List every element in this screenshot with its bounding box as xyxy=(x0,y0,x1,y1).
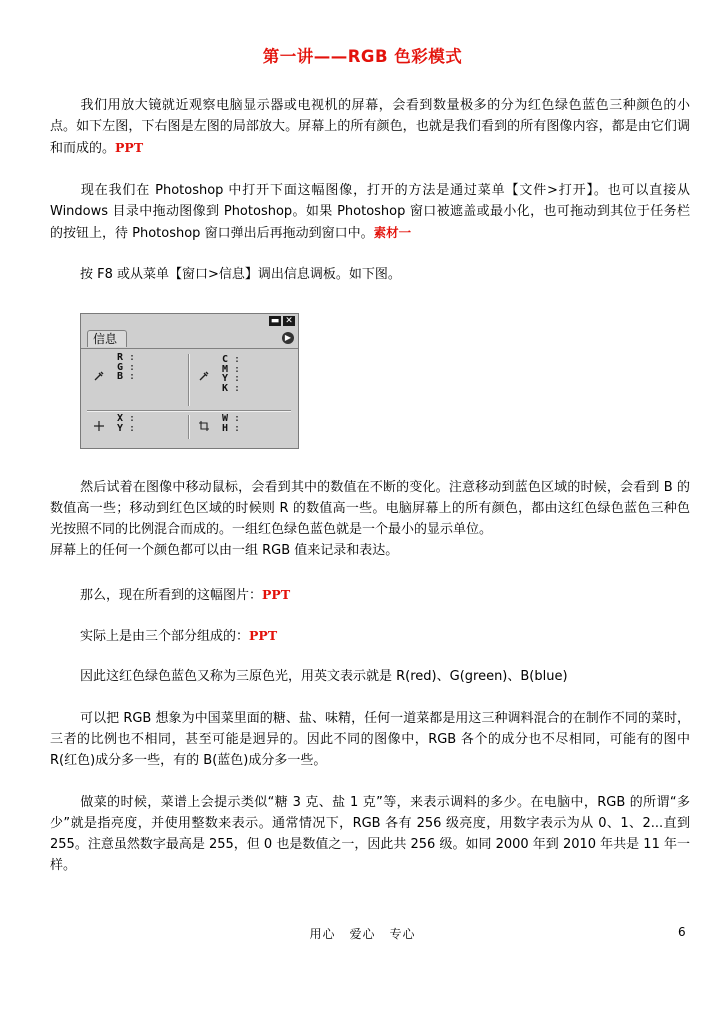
palette-titlebar xyxy=(81,314,298,328)
palette-body xyxy=(81,349,298,448)
paragraph-photoshop-text: 现在我们在 Photoshop 中打开下面这幅图像，打开的方法是通过菜单【文件>打开】。也可以直接从 Windows 目录中拖动图像到 Photoshop。如果 Photoshop 窗口被遮盖或最小化，也可拖动到其位于任务栏的按钮上，待 Photoshop 窗口弹出后再拖动到窗口中。 xyxy=(50,183,690,241)
material-link[interactable]: 素材一 xyxy=(373,225,412,240)
palette-divider-bottom xyxy=(188,415,190,439)
cmyk-labels xyxy=(222,355,240,393)
palette-divider-horizontal xyxy=(87,410,291,412)
paragraph-intro-text: 我们用放大镜就近观察电脑显示器或电视机的屏幕，会看到数量极多的分为红色绿色蓝色三种颜色的小点。如下左图，下右图是左图的局部放大。屏幕上的所有颜色，也就是我们看到的所有图像内容，都是由它们调和而成的。 xyxy=(50,98,690,156)
paragraph-f8-text: 按 F8 或从菜单【窗口>信息】调出信息调板。如下图。 xyxy=(80,267,401,282)
paragraph-mouse-move-text: 然后试着在图像中移动鼠标，会看到其中的数值在不断的变化。注意移动到蓝色区域的时候，会看到 B 的数值高一些；移动到红色区域的时候则 R 的数值高一些。电脑屏幕上的所有颜色，都由这红色绿色蓝色三种色光按照不同的比例混合而成的。一组红色绿色蓝色就是一个最小的显示单位。 xyxy=(50,480,690,537)
paragraph-photoshop xyxy=(50,180,690,244)
selection-size-icon xyxy=(198,420,210,434)
eyedropper-icon xyxy=(93,370,105,384)
paragraph-three-parts xyxy=(50,625,690,647)
ppt-link-2[interactable]: PPT xyxy=(262,587,291,602)
footer-text-1: 用心 xyxy=(309,927,336,941)
paragraph-cooking-analogy xyxy=(50,708,690,771)
label-k: K : xyxy=(222,384,240,394)
label-x: X : xyxy=(117,414,135,424)
label-m: M : xyxy=(222,365,240,375)
label-y: Y : xyxy=(222,374,240,384)
label-b: B : xyxy=(117,372,135,382)
paragraph-picture xyxy=(50,584,690,606)
label-y-coord: Y : xyxy=(117,424,135,434)
paragraph-primary-colors-text: 因此这红色绿色蓝色又称为三原色光，用英文表示就是 R(red)、G(green)、B(blue) xyxy=(80,669,568,684)
ppt-link[interactable]: PPT xyxy=(115,140,144,155)
paragraph-rgb-record: 屏幕上的任何一个颜色都可以由一组 RGB 值来记录和表达。 xyxy=(50,543,399,558)
paragraph-picture-text: 那么，现在所看到的这幅图片： xyxy=(80,588,263,603)
rgb-labels xyxy=(117,353,135,382)
label-h: H : xyxy=(222,424,240,434)
page-number: 6 xyxy=(678,925,686,939)
info-palette xyxy=(80,313,299,449)
crosshair-icon xyxy=(93,420,105,434)
eyedropper-cmyk-icon xyxy=(198,370,210,384)
label-w: W : xyxy=(222,414,240,424)
wh-labels xyxy=(222,414,240,433)
footer-text-3: 专心 xyxy=(389,927,416,941)
palette-divider-top xyxy=(188,354,190,406)
paragraph-brightness xyxy=(50,792,690,876)
page-title: 第一讲——RGB 色彩模式 xyxy=(262,47,463,66)
paragraph-primary-colors xyxy=(50,666,690,687)
xy-labels xyxy=(117,414,135,433)
minimize-icon[interactable]: ▬ xyxy=(270,316,280,326)
ppt-link-3[interactable]: PPT xyxy=(249,628,278,643)
paragraph-f8 xyxy=(50,264,690,285)
close-icon[interactable]: ✕ xyxy=(283,316,295,326)
paragraph-mouse-move xyxy=(50,477,690,561)
footer-text-2: 爱心 xyxy=(349,927,376,941)
paragraph-three-parts-text: 实际上是由三个部分组成的： xyxy=(80,629,250,644)
paragraph-intro xyxy=(50,95,690,159)
paragraph-brightness-text: 做菜的时候，菜谱上会提示类似“糖 3 克、盐 1 克”等，来表示调料的多少。在电脑中，RGB 的所谓“多少”就是指亮度，并使用整数来表示。通常情况下，RGB 各有 256 级亮度，用数字表示为从 0、1、2...直到 255。注意虽然数字最高是 255，但 0 也是数值之一，因此共 256 级。如同 2000 年到 2010 年共是 11 年一样。 xyxy=(50,795,690,873)
palette-tab-row xyxy=(81,328,298,349)
page-footer xyxy=(0,925,725,942)
paragraph-cooking-analogy-text: 可以把 RGB 想象为中国菜里面的糖、盐、味精，任何一道菜都是用这三种调料混合的在制作不同的菜时，三者的比例也不相同，甚至可能是迥异的。因此不同的图像中，RGB 各个的成分也不尽相同，可能有的图中 R(红色)成分多一些，有的 B(蓝色)成分多一些。 xyxy=(50,711,690,768)
tab-info[interactable]: 信息 xyxy=(87,330,127,347)
label-c: C : xyxy=(222,355,240,365)
label-g: G : xyxy=(117,363,135,373)
label-r: R : xyxy=(117,353,135,363)
palette-menu-icon[interactable]: ▶ xyxy=(282,332,294,344)
